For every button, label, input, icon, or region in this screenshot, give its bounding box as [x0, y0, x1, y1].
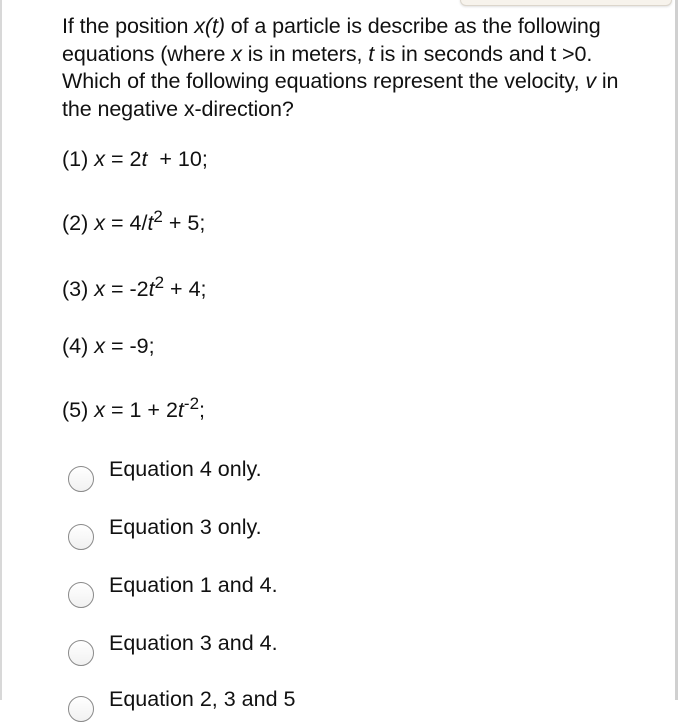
- option-label: Equation 3 only.: [109, 515, 262, 539]
- option-label: Equation 1 and 4.: [109, 573, 278, 597]
- radio-button[interactable]: [68, 466, 94, 492]
- radio-button[interactable]: [68, 582, 94, 608]
- equation-1: (1) x = 2t + 10;: [62, 147, 208, 171]
- equation-2: (2) $x = 4/t^2 + 5$;: [62, 207, 206, 235]
- question-text: If the position x(t) of a particle is describe as the following equations (where x is in meters, t is in seconds and t >0. Which of the following equations represent the velocity, v in the negative x-direction?: [62, 14, 619, 121]
- answer-option-3[interactable]: [68, 572, 628, 606]
- answer-option-4[interactable]: [68, 630, 628, 664]
- left-border: [0, 0, 2, 700]
- option-label: Equation 2, 3 and 5: [109, 687, 296, 711]
- answer-option-5[interactable]: [68, 686, 628, 720]
- equation-3: (3) $x = -2t^2 + 4$;: [62, 273, 207, 301]
- equation-5: (5) $x = 1 + 2t^{-2}$;: [62, 394, 206, 422]
- radio-button[interactable]: [68, 524, 94, 550]
- option-label: Equation 3 and 4.: [109, 631, 278, 655]
- option-label: Equation 4 only.: [109, 457, 262, 481]
- radio-button[interactable]: [68, 640, 94, 666]
- answer-option-1[interactable]: [68, 456, 628, 490]
- top-tab: [460, 0, 672, 6]
- equation-4: (4) x = -9;: [62, 334, 155, 358]
- answer-option-2[interactable]: [68, 514, 628, 548]
